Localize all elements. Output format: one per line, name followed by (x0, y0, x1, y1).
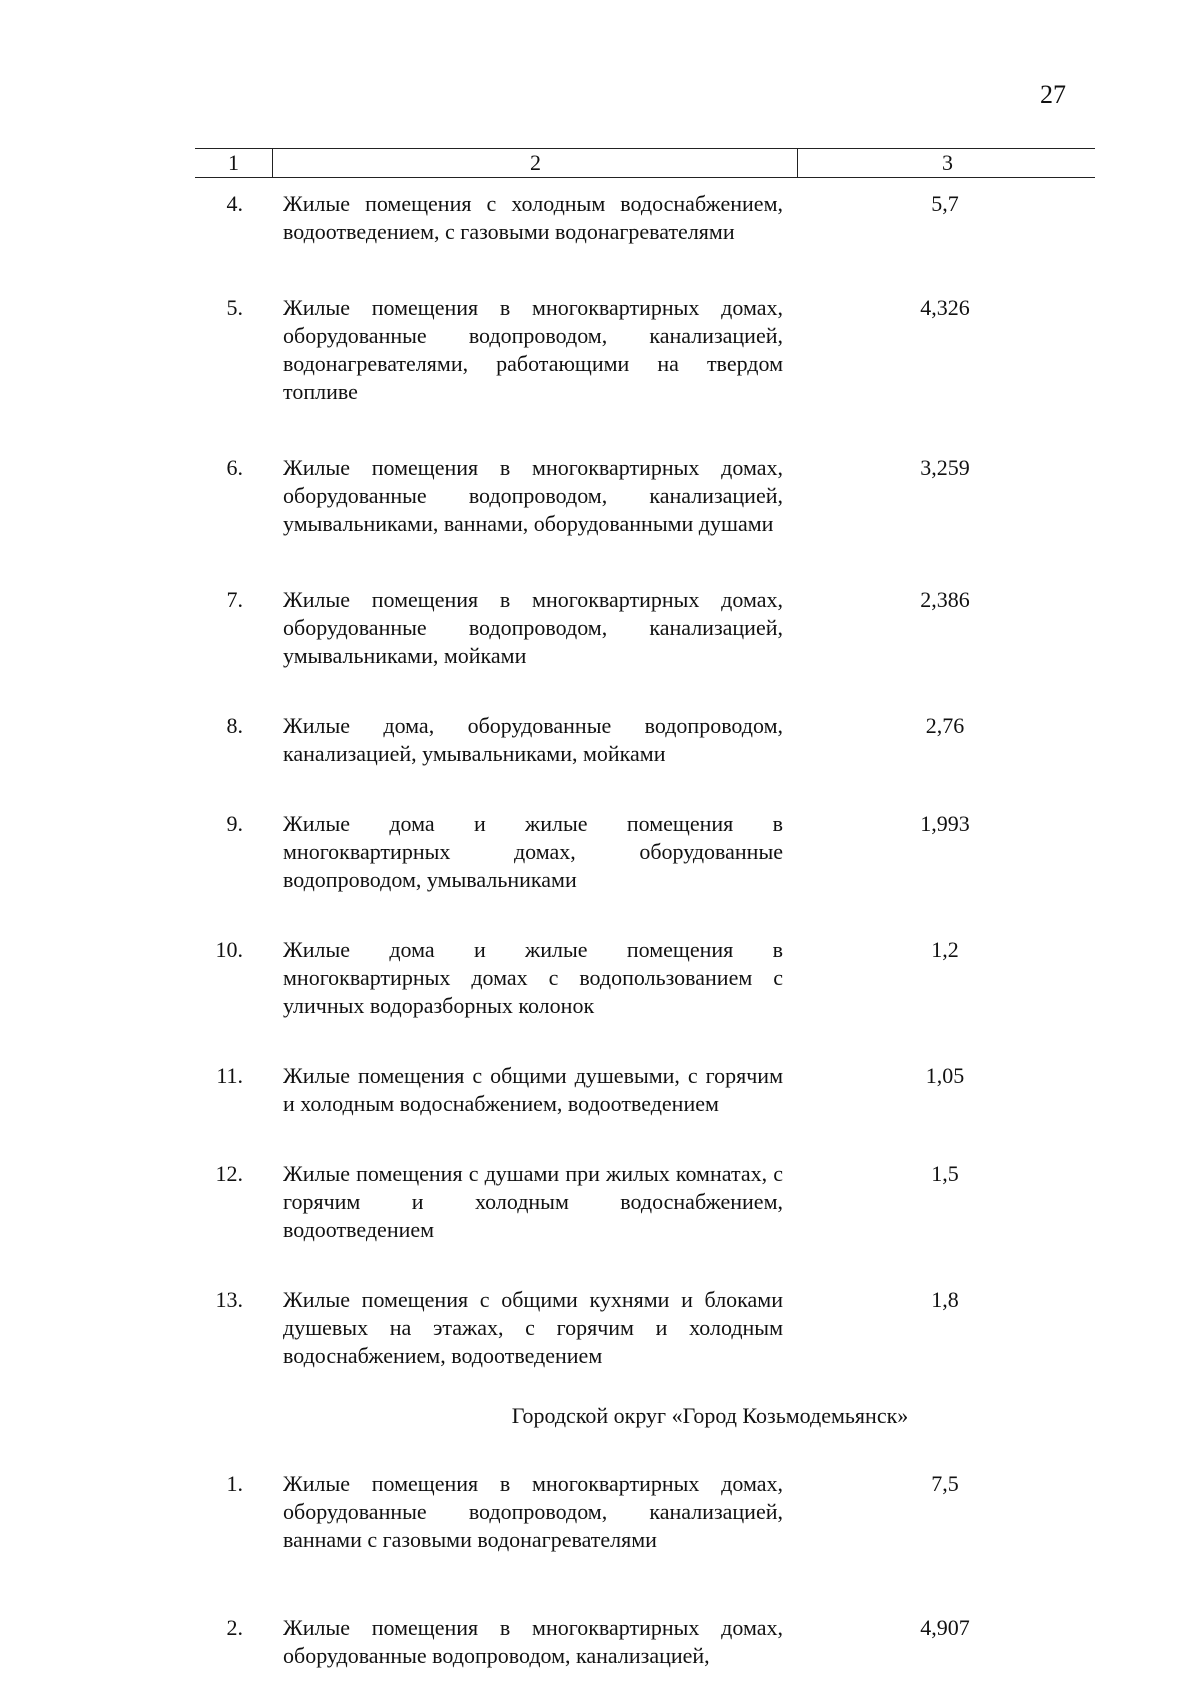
row-number: 1. (226, 1471, 243, 1496)
column-header-2: 2 (274, 149, 798, 177)
row-description: Жилые дома, оборудованные водопроводом, канализацией, умывальниками, мойками (283, 713, 783, 766)
row-value: 3,259 (920, 455, 970, 480)
section-title: Городской округ «Город Козьмодемьянск» (511, 1403, 909, 1428)
table-row (195, 1470, 1095, 1554)
table-body (195, 190, 1095, 1670)
row-value: 1,993 (920, 811, 970, 836)
row-value: 2,386 (920, 587, 970, 612)
page-number: 27 (1040, 80, 1066, 109)
table-row (195, 810, 1095, 894)
row-description: Жилые помещения с душами при жилых комнатах, с горячим и холодным водоснабжением, водоотведением (283, 1161, 783, 1242)
column-header-3: 3 (942, 150, 953, 175)
table-row (195, 1614, 1095, 1670)
row-number: 7. (226, 587, 243, 612)
row-value: 1,5 (931, 1161, 959, 1186)
row-value: 2,76 (925, 713, 965, 738)
row-value: 5,7 (931, 191, 959, 216)
row-description: Жилые помещения с общими душевыми, с горячим и холодным водоснабжением, водоотведением (283, 1063, 783, 1116)
row-number: 6. (226, 455, 243, 480)
row-number: 2. (226, 1615, 243, 1640)
row-number: 5. (226, 295, 243, 320)
table-row (195, 1062, 1095, 1118)
table-row (195, 454, 1095, 538)
row-number: 13. (215, 1287, 243, 1312)
table-row (195, 936, 1095, 1020)
table-row (195, 1160, 1095, 1244)
table-row (195, 1286, 1095, 1370)
row-description: Жилые помещения с холодным водоснабжением, водоотведением, с газовыми водонагревателями (283, 191, 783, 244)
row-description: Жилые помещения в многоквартирных домах, оборудованные водопроводом, канализацией, (283, 1615, 783, 1668)
row-number: 8. (226, 713, 243, 738)
table-row (195, 190, 1095, 246)
row-number: 12. (215, 1161, 243, 1186)
row-number: 10. (215, 937, 243, 962)
row-value: 7,5 (931, 1471, 959, 1496)
row-description: Жилые помещения с общими кухнями и блоками душевых на этажах, с горячим и холодным водоснабжением, водоотведением (283, 1287, 783, 1368)
row-description: Жилые помещения в многоквартирных домах, оборудованные водопроводом, канализацией, умывальниками, ваннами, оборудованными душами (283, 455, 783, 536)
row-description: Жилые помещения в многоквартирных домах, оборудованные водопроводом, канализацией, водонагревателями, работающими на твердом топливе (283, 295, 783, 404)
row-value: 1,05 (925, 1063, 965, 1088)
row-description: Жилые помещения в многоквартирных домах, оборудованные водопроводом, канализацией, ваннами с газовыми водонагревателями (283, 1471, 783, 1552)
table-header (195, 148, 1095, 178)
table-row (195, 586, 1095, 670)
row-value: 4,326 (920, 295, 970, 320)
table-row (195, 294, 1095, 406)
row-number: 4. (226, 191, 243, 216)
row-description: Жилые помещения в многоквартирных домах, оборудованные водопроводом, канализацией, умывальниками, мойками (283, 587, 783, 668)
row-value: 1,8 (931, 1287, 959, 1312)
row-number: 9. (226, 811, 243, 836)
table-row (195, 712, 1095, 768)
row-description: Жилые дома и жилые помещения в многоквартирных домах с водопользованием с уличных водоразборных колонок (283, 937, 783, 1018)
column-header-1: 1 (195, 149, 273, 177)
row-value: 1,2 (931, 937, 959, 962)
row-value: 4,907 (920, 1615, 970, 1640)
row-description: Жилые дома и жилые помещения в многоквартирных домах, оборудованные водопроводом, умывальниками (283, 811, 783, 892)
row-number: 11. (216, 1063, 243, 1088)
